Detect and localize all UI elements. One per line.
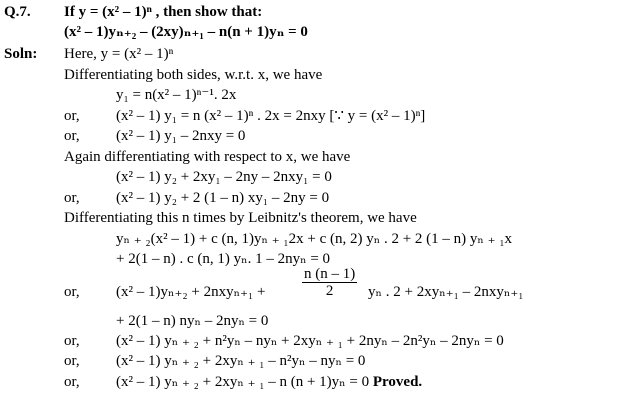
fraction-denominator: 2 <box>325 283 334 299</box>
solution-line: (x² – 1) yₙ ₊ ₂ + n²yₙ – nyₙ + 2xyₙ ₊ ₁ + 2nyₙ – 2n²yₙ – 2nyₙ = 0 <box>116 333 504 349</box>
question-statement: If y = (x² – 1)ⁿ , then show that: <box>64 4 263 20</box>
solution-line: Here, y = (x² – 1)ⁿ <box>64 46 174 62</box>
solution-line: yₙ ₊ ₂(x² – 1) + c (n, 1)yₙ ₊ ₁2x + c (n, 2) yₙ . 2 + 2 (1 – n) yₙ ₊ ₁x <box>116 231 513 247</box>
solution-line: (x² – 1) y₂ + 2xy₁ – 2ny – 2nxy₁ = 0 <box>116 169 332 185</box>
proved-label: Proved. <box>372 374 423 390</box>
question-equation: (x² – 1)yₙ₊₂ – (2xy)ₙ₊₁ – n(n + 1)yₙ = 0 <box>64 24 308 40</box>
or-label: or, <box>64 128 80 144</box>
solution-line: + 2(1 – n) nyₙ – 2nyₙ = 0 <box>116 313 269 329</box>
or-label: or, <box>64 353 80 369</box>
fraction-numerator: n (n – 1) <box>304 266 356 282</box>
or-label: or, <box>64 284 80 300</box>
solution-line: (x² – 1)yₙ₊₂ + 2nxyₙ₊₁ + <box>116 284 266 300</box>
solution-line: y₁ = n(x² – 1)ⁿ⁻¹. 2x <box>116 87 237 103</box>
solution-line: (x² – 1) yₙ ₊ ₂ + 2xyₙ ₊ ₁ – n²yₙ – nyₙ = 0 <box>116 353 366 369</box>
or-label: or, <box>64 374 80 390</box>
solution-line: Differentiating this n times by Leibnitz's theorem, we have <box>64 210 417 226</box>
solution-line: Differentiating both sides, w.r.t. x, we have <box>64 67 323 83</box>
solution-line: (x² – 1) y₁ – 2nxy = 0 <box>116 128 246 144</box>
solution-label: Soln: <box>4 46 38 62</box>
or-label: or, <box>64 333 80 349</box>
solution-line: yₙ . 2 + 2xyₙ₊₁ – 2nxyₙ₊₁ <box>368 284 524 300</box>
solution-line: Again differentiating with respect to x, we have <box>64 149 351 165</box>
question-label: Q.7. <box>4 4 31 20</box>
solution-line: (x² – 1) y₂ + 2 (1 – n) xy₁ – 2ny = 0 <box>116 190 330 206</box>
fraction <box>302 266 357 299</box>
or-label: or, <box>64 108 80 124</box>
or-label: or, <box>64 190 80 206</box>
solution-line: (x² – 1) y₁ = n (x² – 1)ⁿ . 2x = 2nxy [∵ y = (x² – 1)ⁿ] <box>116 108 426 124</box>
solution-line: + 2(1 – n) . c (n, 1) yₙ. 1 – 2nyₙ = 0 <box>116 251 331 267</box>
fraction-block <box>300 266 359 299</box>
solution-line: (x² – 1) yₙ ₊ ₂ + 2xyₙ ₊ ₁ – n (n + 1)yₙ = 0 <box>116 374 370 390</box>
final-equation <box>116 373 422 391</box>
